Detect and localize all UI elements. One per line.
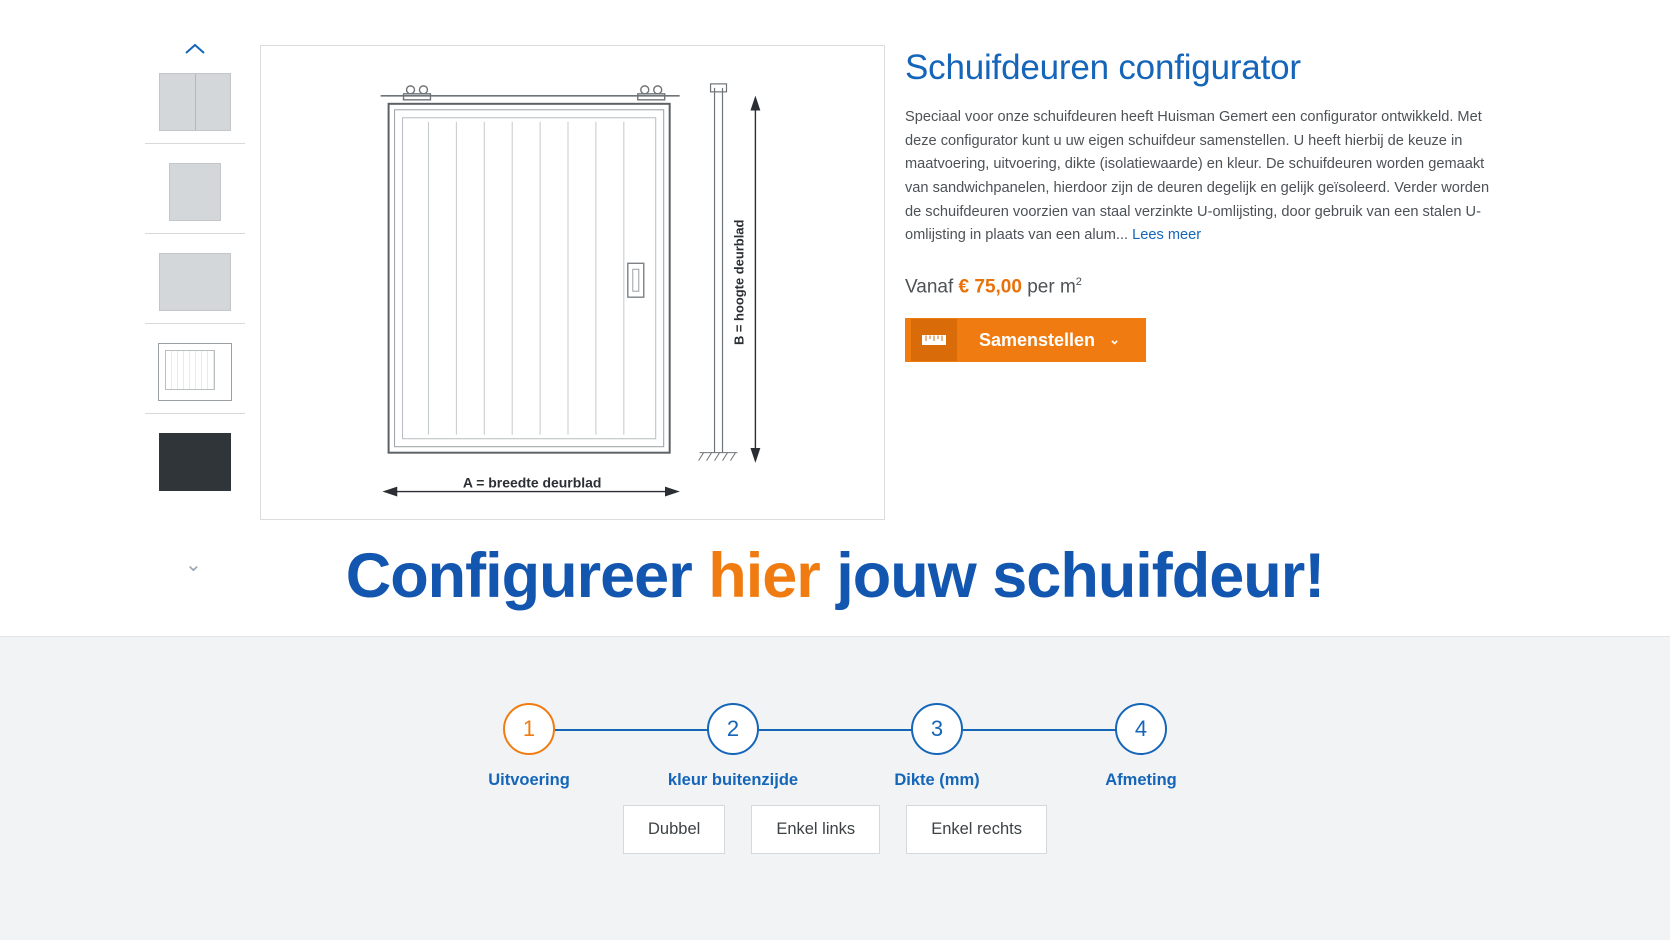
steps-inner [427, 703, 1243, 790]
step-3-number: 3 [911, 703, 963, 755]
svg-text:A = breedte deurblad: A = breedte deurblad [462, 474, 602, 491]
thumbnail-panel-door[interactable] [145, 240, 245, 324]
step-4-label: Afmeting [1105, 771, 1177, 789]
svg-text:B = hoogte deurblad: B = hoogte deurblad [731, 219, 747, 346]
step-3-dikte[interactable] [835, 703, 1039, 790]
option-enkel-rechts[interactable]: Enkel rechts [906, 805, 1047, 854]
step-1-number: 1 [503, 703, 555, 755]
page-title: Schuifdeuren configurator [905, 48, 1301, 87]
step-2-label: kleur buitenzijde [667, 771, 799, 789]
scroll-indicator: ⌄ [185, 554, 202, 576]
price-unit-exponent: 2 [1075, 275, 1082, 288]
thumbnail-image [156, 250, 234, 314]
cta-text: Samenstellen [979, 329, 1096, 350]
step-4-number: 4 [1115, 703, 1167, 755]
thumbnail-image [156, 70, 234, 134]
chevron-up-icon[interactable] [145, 38, 245, 60]
step-4-afmeting[interactable] [1039, 703, 1243, 790]
thumbnail-image [156, 430, 234, 494]
step-1-uitvoering[interactable] [427, 703, 631, 790]
price-row [905, 276, 1525, 298]
price-amount: € 75,00 [958, 276, 1022, 298]
option-enkel-links[interactable]: Enkel links [751, 805, 880, 854]
ruler-icon [911, 319, 957, 361]
price-prefix: Vanaf [905, 276, 954, 298]
option-dubbel[interactable]: Dubbel [623, 805, 725, 854]
samenstellen-button[interactable] [905, 318, 1146, 362]
product-description-text: Speciaal voor onze schuifdeuren heeft Huisman Gemert een configurator ontwikkeld. Met deze configurator kunt u uw eigen schuifdeur samenstellen. U heeft hierbij de keuze in maatvoering, uitvoering, dikte (isolatiewaarde) en kleur. De schuifdeuren worden gemaakt van sandwichpanelen, hierdoor zijn de deuren degelijk en gelijk geïsoleerd. Verder worden de schuifdeuren voorzien van staal verzinkte U-omlijsting, door gebruik van een stalen U-omlijsting in plaats van een alum... [905, 109, 1490, 244]
step-1-label: Uitvoering [488, 771, 570, 789]
uitvoering-options [0, 805, 1670, 854]
heading-part1: Configureer [345, 541, 709, 611]
thumbnail-double-door[interactable] [145, 60, 245, 144]
thumbnail-image [156, 160, 234, 224]
thumbnail-single-door[interactable] [145, 150, 245, 234]
read-more-link[interactable]: Lees meer [1132, 227, 1202, 244]
configurator-section [0, 636, 1670, 940]
thumbnail-technical-drawing[interactable] [145, 330, 245, 414]
product-info [905, 48, 1525, 362]
thumbnail-dark-door[interactable] [145, 420, 245, 504]
technical-drawing-sliding-door [261, 46, 884, 519]
step-3-label: Dikte (mm) [894, 771, 980, 789]
step-2-number: 2 [707, 703, 759, 755]
price-suffix: per m [1027, 276, 1076, 298]
product-main-image[interactable] [260, 45, 885, 520]
heading-accent: hier [708, 541, 820, 611]
chevron-down-icon: ⌄ [1109, 332, 1120, 348]
thumbnail-image [156, 340, 234, 404]
samenstellen-button-label [957, 319, 1140, 361]
step-2-kleur-buitenzijde[interactable] [631, 703, 835, 790]
gallery-thumbnails [145, 38, 245, 510]
product-description [905, 106, 1505, 248]
section-heading [0, 540, 1670, 612]
heading-part2: jouw schuifdeur! [819, 541, 1325, 611]
configurator-steps [0, 703, 1670, 790]
